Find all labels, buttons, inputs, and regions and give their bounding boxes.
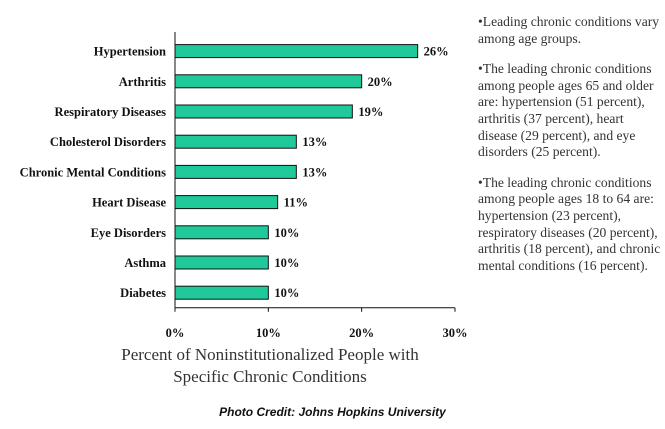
category-label-chronic-mental-conditions: Chronic Mental Conditions (19, 165, 166, 180)
bar-chronic-mental-conditions (175, 165, 296, 178)
bar-diabetes (175, 286, 268, 299)
x-tick-label-0: 0% (165, 325, 185, 340)
value-label-cholesterol-disorders: 13% (302, 135, 328, 150)
x-tick-label-2: 20% (349, 325, 375, 340)
x-tick-label-3: 30% (442, 325, 468, 340)
bar-asthma (175, 256, 268, 269)
category-label-eye-disorders: Eye Disorders (90, 225, 166, 240)
category-label-cholesterol-disorders: Cholesterol Disorders (49, 135, 166, 150)
value-label-arthritis: 20% (367, 74, 393, 89)
category-label-respiratory-diseases: Respiratory Diseases (54, 105, 166, 119)
bar-hypertension (175, 45, 418, 58)
value-label-heart-disease: 11% (283, 195, 308, 210)
value-label-hypertension: 26% (423, 44, 449, 59)
chart-title-line-1: Percent of Noninstitutionalized People with (121, 345, 419, 364)
value-label-diabetes: 10% (274, 286, 300, 301)
bar-heart-disease (175, 196, 278, 209)
category-label-hypertension: Hypertension (93, 44, 166, 59)
notes-panel (478, 14, 663, 288)
category-label-diabetes: Diabetes (120, 286, 166, 301)
value-label-asthma: 10% (274, 256, 300, 270)
bar-respiratory-diseases (175, 105, 352, 118)
x-tick-label-1: 10% (255, 325, 281, 340)
value-label-respiratory-diseases: 19% (358, 105, 384, 119)
category-label-asthma: Asthma (124, 256, 166, 270)
value-label-eye-disorders: 10% (274, 225, 300, 240)
note-65-and-older: •The leading chronic conditions among people ages 65 and older are: hypertension (51 percent), arthritis (37 percent), heart disease (29 percent), and eye disorders (25 percent). (478, 61, 654, 160)
note-18-to-64: •The leading chronic conditions among people ages 18 to 64 are: hypertension (23 percent), respiratory diseases (20 percent), arthritis (18 percent), and chronic mental conditions (16 percent). (478, 174, 661, 273)
bar-cholesterol-disorders (175, 135, 296, 148)
note-age-groups: •Leading chronic conditions vary among age groups. (478, 14, 660, 46)
value-label-chronic-mental-conditions: 13% (302, 165, 328, 180)
bar-eye-disorders (175, 226, 268, 239)
photo-credit: Photo Credit: Johns Hopkins University (219, 405, 446, 419)
chart-title (70, 344, 470, 388)
category-label-arthritis: Arthritis (118, 74, 166, 89)
bar-arthritis (175, 75, 362, 88)
chart-title-line-2: Specific Chronic Conditions (173, 367, 367, 386)
category-label-heart-disease: Heart Disease (92, 195, 166, 210)
